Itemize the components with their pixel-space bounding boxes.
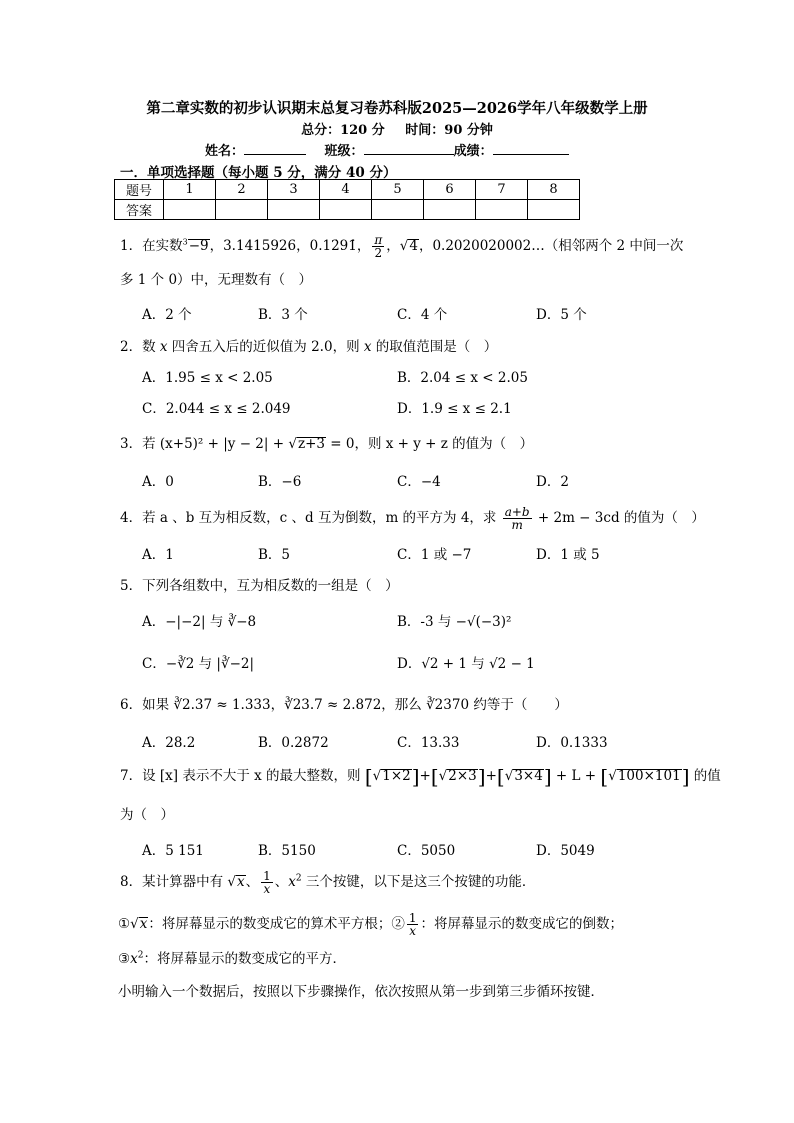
answer-cell[interactable] [268, 200, 320, 220]
question-number: 6． [120, 697, 143, 713]
question-1-cont: 多 1 个 0）中，无理数有（ ） [120, 272, 313, 288]
question-7-cont: 为（ ） [120, 807, 174, 823]
option-b[interactable]: B．−6 [258, 474, 302, 490]
option-d[interactable]: D．1 或 5 [536, 547, 600, 563]
table-cell: 8 [528, 180, 580, 200]
fraction: $\frac{a+b}{m}$ [504, 505, 530, 532]
fraction: $\frac{1}{x}$ [263, 869, 271, 896]
option-c[interactable]: C．−4 [397, 474, 441, 490]
class-label: 班级： [324, 144, 364, 159]
radical: z+3 [297, 436, 325, 452]
option-c[interactable]: C．5050 [397, 843, 456, 859]
option-d[interactable]: D．2 [536, 474, 569, 490]
radical: −9 [188, 238, 209, 254]
question-text: 设 [x] 表示不大于 x 的最大整数，则 [142, 768, 365, 784]
radical: 100×101 [617, 768, 681, 784]
question-number: 5． [120, 578, 143, 594]
question-text: ，0.2020020002…（相邻两个 2 中间一次 [418, 238, 684, 254]
question-1: 1．在实数$^3$−9，3.1415926，0.12̇91̇， $\frac{\pi}{2}$ ，√4，0.2020020002…（相邻两个 2 中间一次 [120, 233, 684, 260]
question-text: + L + [551, 768, 601, 784]
question-text: ，3.1415926， [209, 238, 310, 254]
answer-cell[interactable] [528, 200, 580, 220]
answer-cell[interactable] [216, 200, 268, 220]
radical: x [237, 874, 245, 890]
option-a[interactable]: A．5 151 [142, 843, 204, 859]
table-cell: 7 [476, 180, 528, 200]
option-a[interactable]: A．2 个 [142, 307, 192, 323]
radical: 1×2 [382, 768, 411, 784]
question-text: 如果 ∛2.37 ≈ 1.333，∛23.7 ≈ 2.872，那么 ∛2370 约等于（ ） [142, 697, 568, 713]
circled-number: ① [118, 916, 131, 932]
question-number: 3． [120, 436, 143, 452]
option-c[interactable]: C．1 或 −7 [397, 547, 472, 563]
variable: x [363, 339, 372, 355]
table-cell: 1 [164, 180, 216, 200]
option-a[interactable]: A．−|−2| 与 ∛−8 [142, 614, 257, 630]
option-a[interactable]: A．0 [142, 474, 174, 490]
exponent: 2 [295, 873, 302, 884]
question-number: 4． [120, 510, 143, 526]
question-number: 1． [120, 238, 143, 254]
option-b[interactable]: B．5 [258, 547, 291, 563]
exam-time: 时间：90 分钟 [405, 123, 493, 138]
question-text: 数 [142, 339, 160, 355]
table-cell: 2 [216, 180, 268, 200]
question-4 [120, 506, 705, 531]
option-d[interactable]: D．5049 [536, 843, 595, 859]
total-score: 总分：120 分 [301, 123, 385, 138]
repeating-decimal: 0.12̇91̇ [309, 238, 357, 254]
exam-title: 第二章实数的初步认识期末总复习卷苏科版2025—2026学年八年级数学上册 [146, 100, 648, 117]
question-8: 8．某计算器中有 √x、 $\frac{1}{x}$ 、$x^2$ 三个按键，以下是这三个按键的功能． [120, 869, 536, 896]
table-cell: 6 [424, 180, 476, 200]
answer-table [114, 179, 580, 220]
option-d[interactable]: D．5 个 [536, 307, 587, 323]
score-blank[interactable] [493, 142, 569, 155]
option-a[interactable]: A．1.95 ≤ x < 2.05 [142, 370, 273, 386]
question-text: 在实数 [142, 238, 183, 254]
name-label: 姓名： [205, 144, 245, 159]
exponent: 2 [137, 950, 144, 961]
option-b[interactable]: B．2.04 ≤ x < 2.05 [397, 370, 528, 386]
exam-meta [0, 119, 794, 138]
option-d[interactable]: D．1.9 ≤ x ≤ 2.1 [397, 401, 512, 417]
question-text: 下列各组数中，互为相反数的一组是（ ） [142, 578, 399, 594]
score-label: 成绩： [453, 144, 493, 159]
answer-table-answer-row [115, 200, 580, 220]
option-b[interactable]: B．3 个 [258, 307, 308, 323]
option-a[interactable]: A．28.2 [142, 735, 196, 751]
question-text: 的值 [689, 768, 721, 784]
answer-cell[interactable] [320, 200, 372, 220]
description: ：将屏幕显示的数变成它的倒数； [420, 916, 623, 932]
option-d[interactable]: D．0.1333 [536, 735, 608, 751]
table-cell: 5 [372, 180, 424, 200]
option-d[interactable]: D．√2 + 1 与 √2 − 1 [397, 656, 535, 672]
radical: 2×3 [448, 768, 477, 784]
variable: x [288, 874, 296, 890]
answer-cell[interactable] [476, 200, 528, 220]
question-5 [120, 574, 399, 594]
option-c[interactable]: C．2.044 ≤ x ≤ 2.049 [142, 401, 291, 417]
student-info-fields [205, 140, 583, 159]
button-description-3 [118, 947, 346, 967]
button-descriptions: ①√x：将屏幕显示的数变成它的算术平方根；② $\frac{1}{x}$ ：将屏幕显示的数变成它的倒数； [118, 911, 623, 938]
answer-cell[interactable] [372, 200, 424, 220]
description: ：将屏幕显示的数变成它的算术平方根； [148, 916, 392, 932]
question-6 [120, 693, 568, 713]
option-b[interactable]: B．-3 与 −√(−3)² [397, 614, 512, 630]
question-3: 3．若 (x+5)² + |y − 2| + √z+3 = 0，则 x + y + z 的值为（ ） [120, 436, 534, 452]
question-7: 7．设 [x] 表示不大于 x 的最大整数，则 [√1×2]+[√2×3]+[√3×4] + L + [√100×101] 的值 [120, 764, 721, 789]
fraction: $\frac{1}{x}$ [408, 911, 417, 938]
question-text: 某计算器中有 [142, 874, 228, 890]
section-heading: 一．单项选择题（每小题 5 分，满分 40 分） [120, 165, 397, 181]
radical: 4 [409, 238, 418, 254]
table-cell: 4 [320, 180, 372, 200]
table-cell: 答案 [115, 200, 164, 220]
answer-cell[interactable] [424, 200, 476, 220]
question-text: 的取值范围是（ ） [371, 339, 498, 355]
question-2 [120, 335, 497, 355]
option-b[interactable]: B．0.2872 [258, 735, 329, 751]
table-cell: 3 [268, 180, 320, 200]
variable: x [159, 339, 168, 355]
answer-cell[interactable] [164, 200, 216, 220]
option-c[interactable]: C．4 个 [397, 307, 448, 323]
description: ：将屏幕显示的数变成它的平方． [143, 951, 346, 967]
question-text: 若 (x+5)² + |y − 2| + [142, 436, 289, 452]
question-text: + 2m − 3cd 的值为（ ） [533, 510, 705, 526]
class-blank[interactable] [364, 142, 454, 155]
variable: x [130, 951, 138, 967]
question-number: 7． [120, 768, 143, 784]
answer-table-header-row [115, 180, 580, 200]
option-c[interactable]: C．13.33 [397, 735, 460, 751]
radical: x [139, 916, 148, 932]
table-cell: 题号 [115, 180, 164, 200]
question-text: 若 a 、b 互为相反数，c 、d 互为倒数，m 的平方为 4，求 [142, 510, 501, 526]
circled-number: ② [391, 916, 405, 932]
question-text: 三个按键，以下是这三个按键的功能． [301, 874, 536, 890]
question-8-cont: 小明输入一个数据后，按照以下步骤操作，依次按照从第一步到第三步循环按键． [118, 984, 604, 1000]
question-number: 8． [120, 874, 143, 890]
radical: 3×4 [514, 768, 543, 784]
option-a[interactable]: A．1 [142, 547, 174, 563]
question-text: = 0，则 x + y + z 的值为（ ） [325, 436, 534, 452]
option-b[interactable]: B．5150 [258, 843, 316, 859]
question-text: 四舍五入后的近似值为 2.0，则 [167, 339, 364, 355]
name-blank[interactable] [244, 142, 306, 155]
option-c[interactable]: C．−∛2 与 |∛−2| [142, 656, 255, 672]
fraction: $\frac{\pi}{2}$ [374, 233, 383, 260]
circled-number: ③ [118, 951, 131, 967]
question-number: 2． [120, 339, 143, 355]
